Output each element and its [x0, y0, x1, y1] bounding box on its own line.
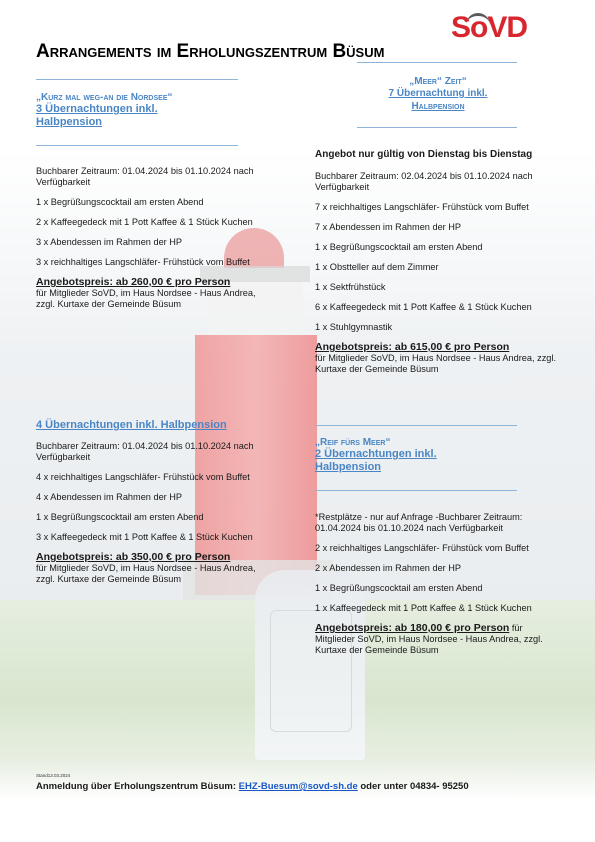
price-suffix: für — [509, 623, 523, 633]
divider — [36, 145, 238, 146]
offer-title: 3 Übernachtungen inkl. Halbpension — [36, 103, 158, 128]
offer3-details — [315, 149, 565, 375]
email-link[interactable]: EHZ-Buesum@sovd-sh.de — [238, 781, 358, 792]
list-item: 1 x Obstteller auf dem Zimmer — [315, 262, 439, 272]
list-item: 1 x Begrüßungscocktail am ersten Abend — [315, 583, 483, 593]
page-title: Arrangements im Erholungszentrum Büsum — [36, 41, 385, 62]
validity-note: Angebot nur gültig von Dienstag bis Dienstag — [315, 149, 533, 160]
offer-title: 7 Übernachtung inkl. Halbpension — [388, 88, 488, 112]
offer4-details — [315, 512, 565, 656]
offer1-details — [36, 166, 266, 310]
booking-period: *Restplätze - nur auf Anfrage -Buchbarer Zeitraum: 01.04.2024 bis 01.10.2024 nach Verfügbarkeit — [315, 512, 523, 533]
offer-title: 2 Übernachtungen inkl. Halbpension — [315, 448, 437, 473]
list-item: 1 x Kaffeegedeck mit 1 Pott Kaffee & 1 Stück Kuchen — [315, 603, 532, 613]
offer-price: Angebotspreis: ab 260,00 € pro Person — [36, 276, 231, 288]
price-note: für Mitglieder SoVD, im Haus Nordsee - Haus Andrea, zzgl. Kurtaxe der Gemeinde Büsum — [36, 563, 256, 584]
list-item: 1 x Stuhlgymnastik — [315, 322, 393, 332]
list-item: 2 x Kaffeegedeck mit 1 Pott Kaffee & 1 Stück Kuchen — [36, 217, 253, 227]
booking-period: Buchbarer Zeitraum: 02.04.2024 bis 01.10.2024 nach Verfügbarkeit — [315, 171, 533, 192]
offer-4-nights — [36, 419, 266, 585]
footer-contact: Anmeldung über Erholungszentrum Büsum: EHZ-Buesum@sovd-sh.de oder unter 04834- 95250 — [36, 781, 469, 792]
list-item: 6 x Kaffeegedeck mit 1 Pott Kaffee & 1 Stück Kuchen — [315, 302, 532, 312]
offer-reif-fuers-meer — [315, 437, 545, 474]
list-item: 1 x Begrüßungscocktail am ersten Abend — [36, 512, 204, 522]
offer-meer-zeit — [340, 76, 536, 113]
list-item: 1 x Begrüßungscocktail am ersten Abend — [315, 242, 483, 252]
offer-price: Angebotspreis: ab 615,00 € pro Person — [315, 341, 510, 353]
booking-period: Buchbarer Zeitraum: 01.04.2024 bis 01.10.2024 nach Verfügbarkeit — [36, 166, 254, 187]
list-item: 3 x Abendessen im Rahmen der HP — [36, 237, 183, 247]
divider — [357, 127, 517, 128]
offer-title: 4 Übernachtungen inkl. Halbpension — [36, 419, 227, 431]
divider — [357, 62, 517, 63]
offer-subtitle: „Reif fürs Meer“ — [315, 437, 391, 448]
list-item: 7 x Abendessen im Rahmen der HP — [315, 222, 462, 232]
sovd-logo: SoVD — [451, 11, 528, 44]
divider — [315, 490, 517, 491]
price-note: Mitglieder SoVD, im Haus Nordsee - Haus Andrea, zzgl. Kurtaxe der Gemeinde Büsum — [315, 634, 543, 655]
offer-price: Angebotspreis: ab 180,00 € pro Person — [315, 622, 510, 634]
list-item: 1 x Begrüßungscocktail am ersten Abend — [36, 197, 204, 207]
list-item: 1 x Sektfrühstück — [315, 282, 386, 292]
list-item: 2 x reichhaltiges Langschläfer- Frühstück vom Buffet — [315, 543, 529, 553]
list-item: 3 x Kaffeegedeck mit 1 Pott Kaffee & 1 Stück Kuchen — [36, 532, 253, 542]
offer-price: Angebotspreis: ab 350,00 € pro Person — [36, 551, 231, 563]
offer-subtitle: „Meer“ Zeit“ — [409, 76, 467, 87]
price-note: für Mitglieder SoVD, im Haus Nordsee - Haus Andrea, zzgl. Kurtaxe der Gemeinde Büsum — [315, 353, 557, 374]
price-line — [315, 623, 565, 634]
list-item: 4 x reichhaltiges Langschläfer- Frühstück vom Buffet — [36, 472, 250, 482]
offer-kurz-mal-weg — [36, 92, 266, 129]
stand-date: Stand13.03.2024 — [36, 773, 71, 778]
offer-subtitle: „Kurz mal weg-an die Nordsee“ — [36, 92, 173, 103]
list-item: 4 x Abendessen im Rahmen der HP — [36, 492, 183, 502]
list-item: 2 x Abendessen im Rahmen der HP — [315, 563, 462, 573]
price-note: für Mitglieder SoVD, im Haus Nordsee - Haus Andrea, zzgl. Kurtaxe der Gemeinde Büsum — [36, 288, 256, 309]
list-item: 7 x reichhaltiges Langschläfer- Frühstück vom Buffet — [315, 202, 529, 212]
divider — [36, 79, 238, 80]
divider — [315, 425, 517, 426]
list-item: 3 x reichhaltiges Langschläfer- Frühstück vom Buffet — [36, 257, 250, 267]
booking-period: Buchbarer Zeitraum: 01.04.2024 bis 01.10.2024 nach Verfügbarkeit — [36, 441, 254, 462]
